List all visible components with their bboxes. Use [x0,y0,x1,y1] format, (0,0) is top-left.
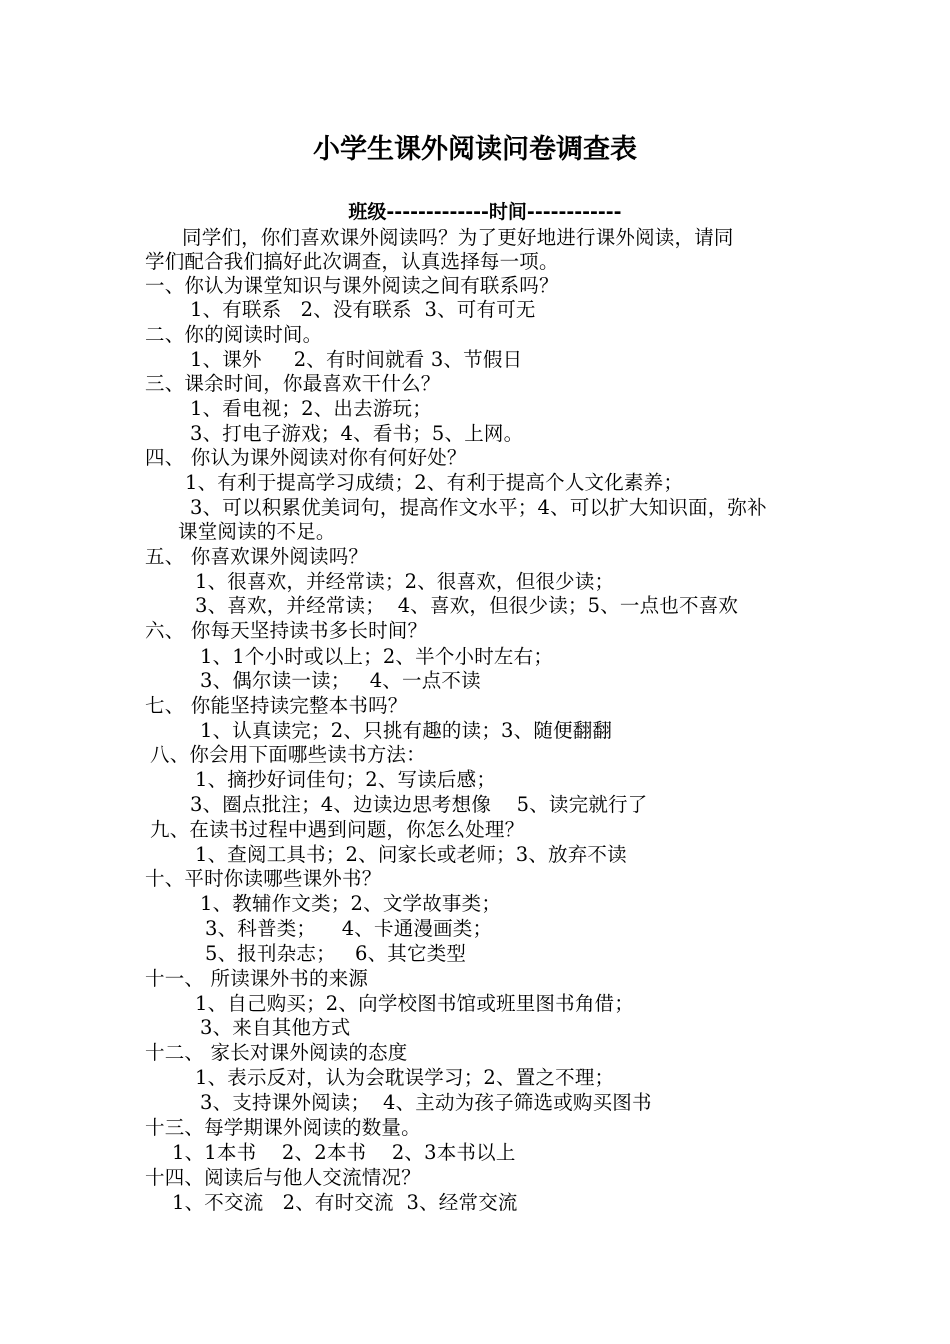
question-12-options-1: 1、表示反对，认为会耽误学习；2、置之不理； [195,1066,615,1089]
question-9-options: 1、查阅工具书；2、问家长或老师；3、放弃不读 [195,843,627,866]
intro-line-1: 同学们，你们喜欢课外阅读吗？为了更好地进行课外阅读，请同 [182,226,734,249]
page-title: 小学生课外阅读问卷调查表 [313,134,637,165]
question-13: 十三、每学期课外阅读的数量。 [145,1116,421,1139]
question-8: 八、你会用下面哪些读书方法： [150,743,426,766]
question-3-options-1: 1、看电视；2、出去游玩； [190,397,432,420]
question-9: 九、在读书过程中遇到问题，你怎么处理？ [150,818,525,841]
question-4-options-3: 课堂阅读的不足。 [178,520,336,543]
question-7-options: 1、认真读完；2、只挑有趣的读；3、随便翻翻 [200,719,613,742]
question-3-options-2: 3、打电子游戏；4、看书；5、上网。 [190,422,524,445]
question-7: 七、 你能坚持读完整本书吗？ [145,694,408,717]
question-6-options-2: 3、偶尔读一读； 4、一点不读 [200,669,481,692]
intro-line-2: 学们配合我们搞好此次调查，认真选择每一项。 [145,250,559,273]
question-5-options-1: 1、很喜欢，并经常读；2、很喜欢，但很少读； [195,570,615,593]
question-4-options-2: 3、可以积累优美词句，提高作文水平；4、可以扩大知识面，弥补 [190,496,767,519]
question-12: 十二、 家长对课外阅读的态度 [145,1041,408,1064]
question-6-options-1: 1、1个小时或以上；2、半个小时左右； [200,645,554,668]
question-11-options-2: 3、来自其他方式 [200,1016,351,1039]
question-3: 三、课余时间，你最喜欢干什么？ [145,372,441,395]
question-10-options-2: 3、科普类； 4、卡通漫画类； [205,917,493,940]
question-4: 四、 你认为课外阅读对你有何好处？ [145,446,467,469]
question-6: 六、 你每天坚持读书多长时间？ [145,619,428,642]
question-2: 二、你的阅读时间。 [145,323,323,346]
question-10-options-3: 5、报刊杂志； 6、其它类型 [205,942,467,965]
question-1-options: 1、有联系 2、没有联系 3、可有可无 [190,298,536,321]
question-12-options-2: 3、支持课外阅读； 4、主动为孩子筛选或购买图书 [200,1091,652,1114]
question-5: 五、 你喜欢课外阅读吗？ [145,545,369,568]
question-10-options-1: 1、教辅作文类；2、文学故事类； [200,892,502,915]
question-1: 一、你认为课堂知识与课外阅读之间有联系吗？ [145,274,559,297]
question-10: 十、平时你读哪些课外书？ [145,867,382,890]
question-13-options: 1、1本书 2、2本书 2、3本书以上 [172,1141,516,1164]
question-2-options: 1、课外 2、有时间就看 3、节假日 [190,348,523,371]
question-14: 十四、阅读后与他人交流情况？ [145,1166,421,1189]
question-8-options-2: 3、圈点批注；4、边读边思考想像 5、读完就行了 [190,793,648,816]
question-14-options: 1、不交流 2、有时交流 3、经常交流 [172,1191,518,1214]
question-5-options-2: 3、喜欢，并经常读； 4、喜欢，但很少读；5、一点也不喜欢 [195,594,739,617]
question-11-options-1: 1、自己购买；2、向学校图书馆或班里图书角借； [195,992,634,1015]
class-time-line: 班级-------------时间------------ [348,201,622,223]
question-4-options-1: 1、有利于提高学习成绩；2、有利于提高个人文化素养； [185,471,684,494]
question-8-options-1: 1、摘抄好词佳句；2、写读后感； [195,768,497,791]
question-11: 十一、 所读课外书的来源 [145,967,369,990]
